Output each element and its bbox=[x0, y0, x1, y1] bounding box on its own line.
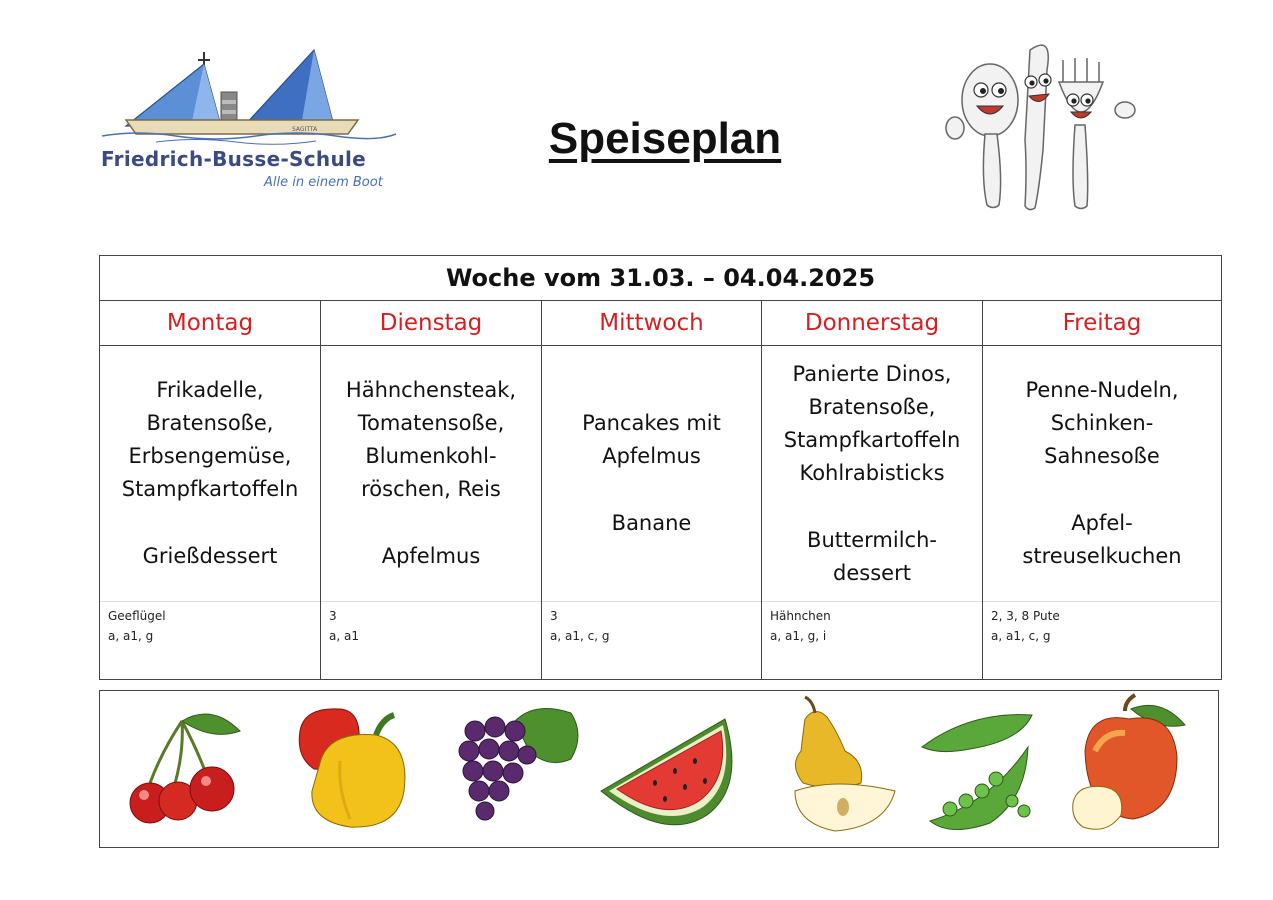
dessert-line: streuselkuchen bbox=[1022, 544, 1182, 568]
dish-line: Bratensoße, bbox=[146, 411, 274, 435]
grapes-icon bbox=[445, 691, 595, 847]
dish-line: Pancakes mit bbox=[582, 411, 721, 435]
dessert-line: Apfel- bbox=[1071, 511, 1133, 535]
day-column bbox=[761, 301, 982, 679]
dessert-line: Banane bbox=[611, 511, 692, 535]
dish-cell bbox=[542, 346, 761, 601]
dish-line: Tomatensoße, bbox=[357, 411, 505, 435]
dessert-line: Apfelmus bbox=[381, 544, 481, 568]
boat-name: SAGITTA bbox=[292, 126, 318, 133]
dish-line: Schinken- bbox=[1050, 411, 1154, 435]
menu-table bbox=[99, 255, 1222, 680]
apple-icon bbox=[1065, 691, 1205, 847]
school-slogan: Alle in einem Boot bbox=[264, 175, 383, 190]
watermelon-icon bbox=[595, 691, 745, 847]
dish-line: röschen, Reis bbox=[361, 477, 501, 501]
dish-cell bbox=[100, 346, 320, 601]
fruit-illustration-strip bbox=[99, 690, 1219, 848]
dish-line: Panierte Dinos, bbox=[792, 361, 952, 386]
dessert-line: dessert bbox=[833, 560, 911, 585]
dish-line: Bratensoße, bbox=[808, 394, 936, 419]
allergen-note-line: 3 bbox=[329, 609, 337, 623]
dish-line: Kohlrabisticks bbox=[799, 460, 945, 485]
allergen-note-line: Hähnchen bbox=[770, 609, 831, 623]
day-column bbox=[541, 301, 761, 679]
allergen-note-line: a, a1, c, g bbox=[991, 629, 1051, 643]
dessert bbox=[382, 540, 481, 573]
day-name: Montag bbox=[100, 301, 320, 346]
dish-line: Sahnesoße bbox=[1044, 444, 1160, 468]
dessert bbox=[143, 540, 278, 573]
bell-pepper-icon bbox=[280, 691, 420, 847]
allergen-note-line: Geeflügel bbox=[108, 609, 166, 623]
allergen-note-line: a, a1 bbox=[329, 629, 359, 643]
day-column bbox=[982, 301, 1221, 679]
allergen-note-line: a, a1, g bbox=[108, 629, 154, 643]
cherries-icon bbox=[122, 691, 252, 847]
day-column bbox=[100, 301, 320, 679]
dish-cell bbox=[983, 346, 1221, 601]
pear-icon bbox=[775, 691, 905, 847]
dish-cell bbox=[762, 346, 982, 601]
dessert bbox=[807, 524, 937, 590]
allergen-note-line: 3 bbox=[550, 609, 558, 623]
dish-line: Stampfkartoffeln bbox=[783, 427, 961, 452]
school-name: Friedrich-Busse-Schule bbox=[101, 147, 367, 171]
allergen-notes bbox=[762, 601, 982, 679]
allergen-note-line: a, a1, g, i bbox=[770, 629, 827, 643]
day-name: Mittwoch bbox=[542, 301, 761, 346]
cutlery-mascot bbox=[935, 30, 1145, 215]
dish-line: Stampfkartoffeln bbox=[121, 477, 299, 501]
allergen-notes bbox=[542, 601, 761, 679]
dish-line: Hähnchensteak, bbox=[345, 378, 517, 402]
page-title: Speiseplan bbox=[548, 114, 782, 163]
allergen-note-line: a, a1, c, g bbox=[550, 629, 610, 643]
allergen-note-line: 2, 3, 8 Pute bbox=[991, 609, 1060, 623]
day-column bbox=[320, 301, 541, 679]
allergen-notes bbox=[321, 601, 541, 679]
day-name: Dienstag bbox=[321, 301, 541, 346]
day-name: Donnerstag bbox=[762, 301, 982, 346]
dish-line: Blumenkohl- bbox=[365, 444, 497, 468]
dessert bbox=[1022, 507, 1181, 573]
allergen-notes bbox=[983, 601, 1221, 679]
dish-line: Frikadelle, bbox=[156, 378, 264, 402]
dessert-line: Buttermilch- bbox=[807, 527, 937, 552]
day-name: Freitag bbox=[983, 301, 1221, 346]
dish-line: Apfelmus bbox=[602, 444, 701, 468]
dessert bbox=[612, 507, 692, 540]
week-range: Woche vom 31.03. – 04.04.2025 bbox=[100, 256, 1221, 301]
dish-cell bbox=[321, 346, 541, 601]
dessert-line: Grießdessert bbox=[142, 544, 278, 568]
dish-line: Penne-Nudeln, bbox=[1025, 378, 1179, 402]
smiling-cutlery-icon bbox=[935, 30, 1145, 215]
dish-line: Erbsengemüse, bbox=[128, 444, 292, 468]
allergen-notes bbox=[100, 601, 320, 679]
peas-icon bbox=[910, 691, 1050, 847]
